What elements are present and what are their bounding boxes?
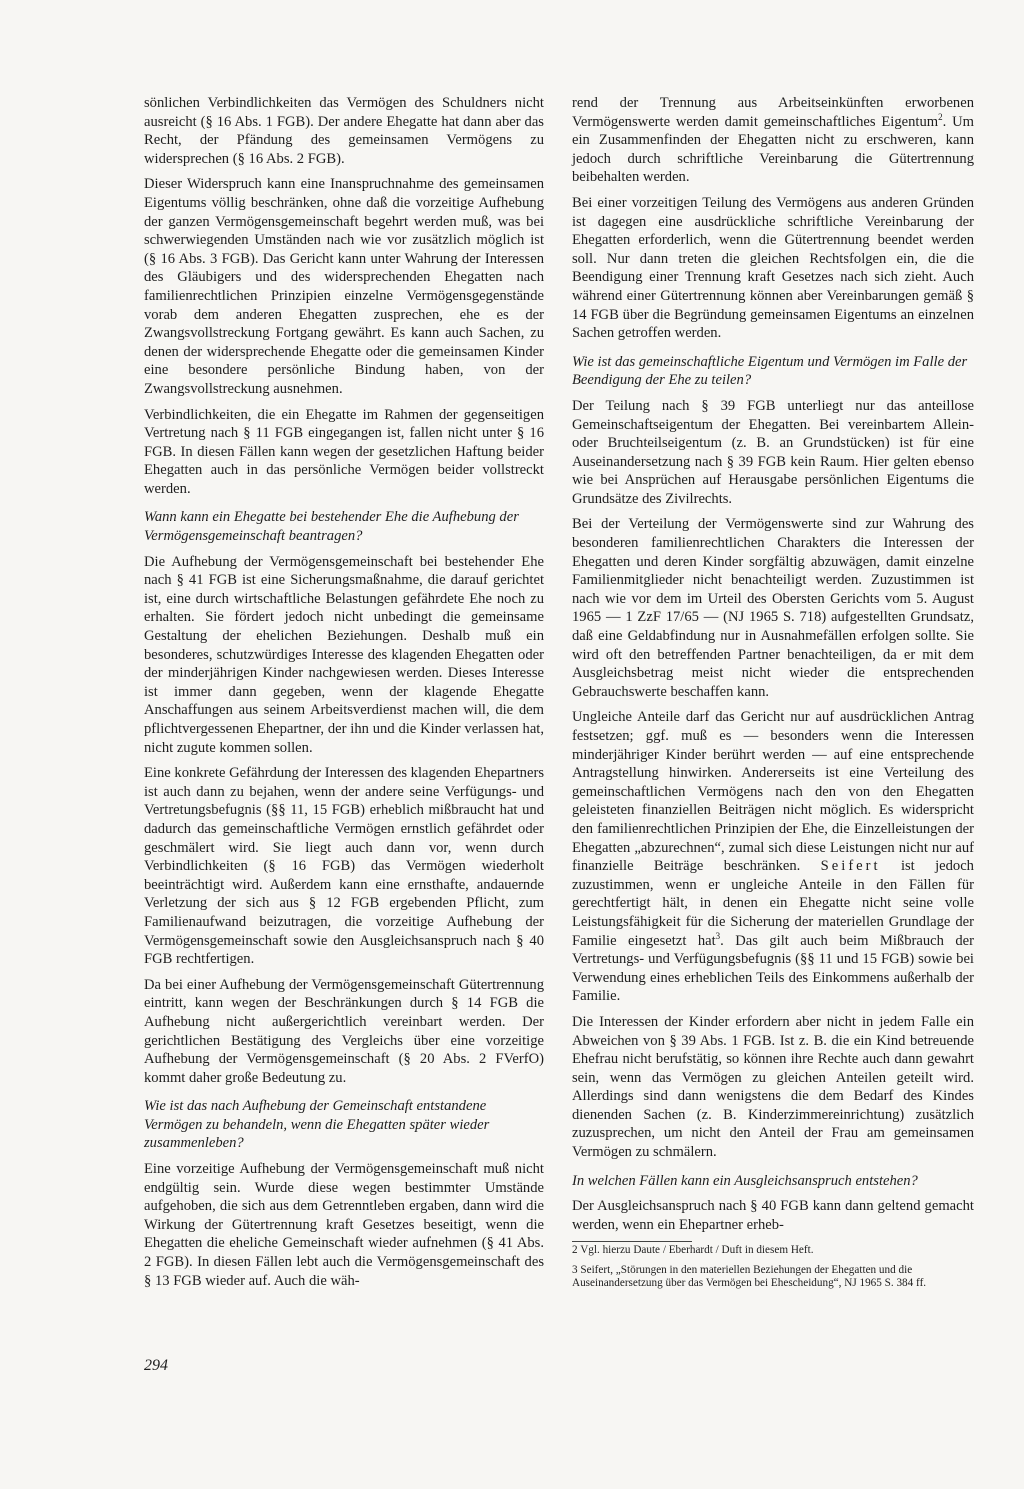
paragraph-text: Verbindlichkeiten, die ein Ehegatte im Rahmen der gegenseitigen Vertretung nach § 11 FGB eingegangen ist, fallen nicht unter § 16 FGB. In diesen Fällen kann wegen der gesetzlichen Haftung beider Ehegatten auch in das persönliche Vermögen beider vollstreckt werden. — [144, 406, 544, 497]
footnote-3: 3 Seifert, „Störungen in den materiellen Beziehungen der Ehegatten und die Auseinandersetzung über das Vermögen bei Ehescheidung“, NJ 1965 S. 384 ff. — [572, 1264, 927, 1290]
paragraph-text: Eine vorzeitige Aufhebung der Vermögensgemeinschaft muß nicht endgültig sein. Wurde diese wegen bestimmter Umstände aufgehoben, die sich aus dem Getrenntleben ergaben, dann wird die Wirkung der Gütertrennung kraft Gesetzes beseitigt, wenn die Ehegatten die eheliche Gemeinschaft wieder aufnehmen (§ 41 Abs. 2 FGB). In diesen Fällen lebt auch die Vermögensgemeinschaft des § 13 FGB wieder auf. Auch die wäh- — [144, 1161, 544, 1289]
paragraph-text: . Um ein Zusammenfinden der Ehegatten nicht zu erschweren, kann jedoch durch schriftliche Vereinbarung die Gütertrennung beibehalten werden. — [572, 113, 974, 186]
paragraph-text: Eine konkrete Gefährdung der Interessen des klagenden Ehepartners ist auch dann zu bejahen, wenn der andere seine Verfügungs- und Vertretungsbefugnis (§§ 11, 15 FGB) erheblich mißbraucht hat und dadurch das gemeinschaftliche Vermögen ernstlich gefährdet oder geschmälert wird. Sie liegt auch dann vor, wenn durch Verbindlichkeiten (§ 16 FGB) das Vermögen wiederholt beeinträchtigt wird. Außerdem kann eine ernsthafte, andauernde Verletzung der sich aus § 12 FGB ergebenden Pflicht, zum Familienaufwand beizutragen, die vorzeitige Aufhebung der Vermögensgemeinschaft sowie den Ausgleichsanspruch nach § 40 FGB rechtfertigen. — [144, 765, 544, 968]
paragraph-text: Bei einer vorzeitigen Teilung des Vermögens aus anderen Gründen ist dagegen eine ausdrückliche schriftliche Vereinbarung der Ehegatten erforderlich, wenn die Gütertrennung beendet werden soll. Nur dann treten die gleichen Rechtsfolgen ein, die die Beendigung einer Trennung kraft Gesetzes nach sich zieht. Auch während einer Gütertrennung können aber Vereinbarungen gemäß § 14 FGB über die Begründung gemeinsamen Eigentums an einzelnen Sachen getroffen werden. — [572, 194, 974, 342]
footnote-2: 2 Vgl. hierzu Daute / Eberhardt / Duft in diesem Heft. — [572, 1244, 814, 1257]
heading-text: In welchen Fällen kann ein Ausgleichsanspruch entstehen? — [572, 1172, 918, 1189]
footnotes — [572, 1244, 974, 1290]
paragraph-text: Der Ausgleichsanspruch nach § 40 FGB kann dann geltend gemacht werden, wenn ein Ehepartner erheb- — [572, 1198, 974, 1233]
paragraph — [572, 515, 974, 701]
paragraph-text: Der Teilung nach § 39 FGB unterliegt nur das anteillose Gemeinschaftseigentum der Ehegatten. Bei vereinbartem Allein- oder Bruchteilseigentum (z. B. an Grundstücken) ist für eine Auseinandersetzung nach § 39 FGB kein Raum. Hier gelten ebenso wie bei Ansprüchen auf Herausgabe persönlichen Eigentums die Grundsätze des Zivilrechts. — [572, 397, 974, 507]
paragraph — [144, 94, 544, 168]
section-question-heading — [572, 353, 974, 390]
footnote-ref: 2 — [938, 111, 943, 122]
paragraph-text: Dieser Widerspruch kann eine Inanspruchnahme des gemeinsamen Eigentums völlig beschränken, ohne daß die vorzeitige Aufhebung der ganzen Vermögensgemeinschaft begehrt werden muß, was bei schwerwiegenden Umständen nach wie vor zusätzlich möglich ist (§ 16 Abs. 3 FGB). Das Gericht kann unter Wahrung der Interessen des Gläubigers und des widersprechenden Ehegatten nach familienrechtlichen Prinzipien einzelne Vermögensgegenstände vorab dem anderen Ehegatten zusprechen, ehe es der Zwangsvollstreckung Fortgang gewährt. Es kann auch Sachen, zu denen der widersprechende Ehegatte oder die gemeinsamen Kinder eine besondere persönliche Bindung haben, von der Zwangsvollstreckung ausnehmen. — [144, 176, 544, 397]
paragraph-text: . Das gilt auch beim Mißbrauch der Vertretungs- und Verfügungsbefugnis (§§ 11 und 15 FGB) sowie bei Verwendung eines erheblichen Teils des Einkommens außerhalb der Familie. — [572, 932, 975, 1005]
paragraph-text: Bei der Verteilung der Vermögenswerte sind zur Wahrung des besonderen familienrechtlichen Charakters die Interessen der Ehegatten und deren Kinder sorgfältig abzuwägen, damit einzelne Familienmitglieder nicht benachteiligt werden. Zuzustimmen ist nach wie vor dem im Urteil des Obersten Gerichts vom 5. August 1965 — 1 ZzF 17/65 — (NJ 1965 S. 718) aufgestellten Grundsatz, daß eine Geldabfindung nur in Ausnahmefällen erfolgen sollte. Sie wird oft den betreffenden Partner benachteiligen, da er mit dem Ausgleichsbetrag meist nicht wieder die entsprechenden Gebrauchswerte beschaffen kann. — [572, 516, 974, 700]
paragraph — [144, 553, 544, 758]
right-column — [572, 94, 974, 1297]
paragraph-text: sönlichen Verbindlichkeiten das Vermögen des Schuldners nicht ausreicht (§ 16 Abs. 1 FGB). Der andere Ehegatte hat dann aber das Recht, der Pfändung des gemeinsamen Vermögens zu widersprechen (§ 16 Abs. 2 FGB). — [144, 95, 544, 167]
paragraph-text: ist jedoch zuzustimmen, wenn er ungleiche Anteile in den Fällen für gerechtfertigt hält, in denen ein Ehegatte nicht seine volle Leistungsfähigkeit für die Sicherung der materiellen Grundlage der Familie eingesetzt hat — [572, 858, 974, 949]
paragraph-text: Die Aufhebung der Vermögensgemeinschaft bei bestehender Ehe nach § 41 FGB ist eine Sicherungsmaßnahme, die darauf gerichtet ist, eine durch wirtschaftliche Belastungen gefährdete Ehe noch zu erhalten. Sie fördert jedoch nicht unbedingt die gemeinsame Gestaltung der ehelichen Beziehungen. Deshalb muß ein besonderes, schutzwürdiges Interesse des klagenden Ehegatten oder der minderjährigen Kinder nachgewiesen werden. Dieses Interesse ist immer dann gegeben, wenn der klagende Ehegatte Anschaffungen aus seinem Arbeitsverdienst machen will, die dem pflichtvergessenen Ehepartner, der ihn und die Kinder verlassen hat, nicht zugute kommen sollen. — [144, 553, 544, 756]
paragraph — [144, 976, 544, 1088]
right-column-bottom — [572, 1013, 974, 1235]
heading-text: Wann kann ein Ehegatte bei bestehender Ehe die Aufhebung der Vermögensgemeinschaft beantragen? — [144, 509, 519, 545]
footnote-rule — [572, 1241, 692, 1242]
paragraph-text: Da bei einer Aufhebung der Vermögensgemeinschaft Gütertrennung eintritt, kann wegen der Beschränkungen durch § 14 FGB die Aufhebung nicht außergerichtlich vereinbart werden. Der gerichtlichen Bestätigung des Vergleichs über eine vorzeitige Aufhebung der Vermögensgemeinschaft (§ 20 Abs. 2 FVerfO) kommt daher große Bedeutung zu. — [144, 976, 544, 1086]
paragraph — [144, 175, 544, 398]
paragraph-text: rend der Trennung aus Arbeitseinkünften erworbenen Vermögenswerte werden damit gemeinschaftliches Eigentum — [572, 95, 974, 130]
paragraph-text: Ungleiche Anteile darf das Gericht nur auf ausdrücklichen Antrag festsetzen; ggf. muß es — besonders wenn die Interessen minderjähriger Kinder berührt werden — auf eine entsprechende Antragstellung hinwirken. Andererseits ist eine Verteilung des gemeinschaftlichen Vermögens nach den von den Ehegatten geleisteten finanziellen Beiträgen nicht möglich. Es widerspricht den familienrechtlichen Prinzipien der Ehe, die Einzelleistungen der Ehegatten „abzurechnen“, zumal sich diese Leistungen nicht nur auf finanzielle Beiträge beschränken. — [572, 709, 974, 875]
author-name-seifert: Seifert — [820, 858, 881, 875]
page-number: 294 — [144, 1357, 168, 1374]
paragraph — [572, 94, 974, 187]
heading-text: Wie ist das gemeinschaftliche Eigentum und Vermögen im Falle der Beendigung der Ehe zu teilen? — [572, 353, 968, 389]
paragraph — [144, 1160, 544, 1290]
section-question-heading — [572, 1172, 974, 1191]
paragraph — [144, 406, 544, 499]
paragraph — [572, 194, 974, 343]
paragraph — [572, 1197, 974, 1234]
section-question-heading — [144, 508, 544, 545]
paragraph — [572, 1013, 974, 1162]
paragraph-seifert — [572, 708, 974, 1006]
paragraph — [572, 397, 974, 509]
section-question-heading — [144, 1097, 544, 1153]
footnote-ref-3: 3 — [715, 930, 721, 941]
left-column — [144, 94, 544, 1297]
heading-text: Wie ist das nach Aufhebung der Gemeinschaft entstandene Vermögen zu behandeln, wenn die Ehegatten später wieder zusammenleben? — [144, 1098, 490, 1152]
right-column-top — [572, 94, 974, 701]
paragraph-text: Die Interessen der Kinder erfordern aber nicht in jedem Falle ein Abweichen von § 39 Abs. 1 FGB. Ist z. B. die ein Kind betreuende Ehefrau nicht berufstätig, so können ihre Rechte auch dann gewahrt sein, wenn das Vermögen zu gleichen Anteilen geteilt wird. Allerdings sind dann wenigstens die dem Bedarf des Kindes dienenden Sachen (z. B. Kinderzimmereinrichtung) zusätzlich zuzusprechen, um nicht den Anteil der Frau am gemeinsamen Vermögen zu schmälern. — [572, 1013, 974, 1161]
paragraph — [144, 764, 544, 969]
